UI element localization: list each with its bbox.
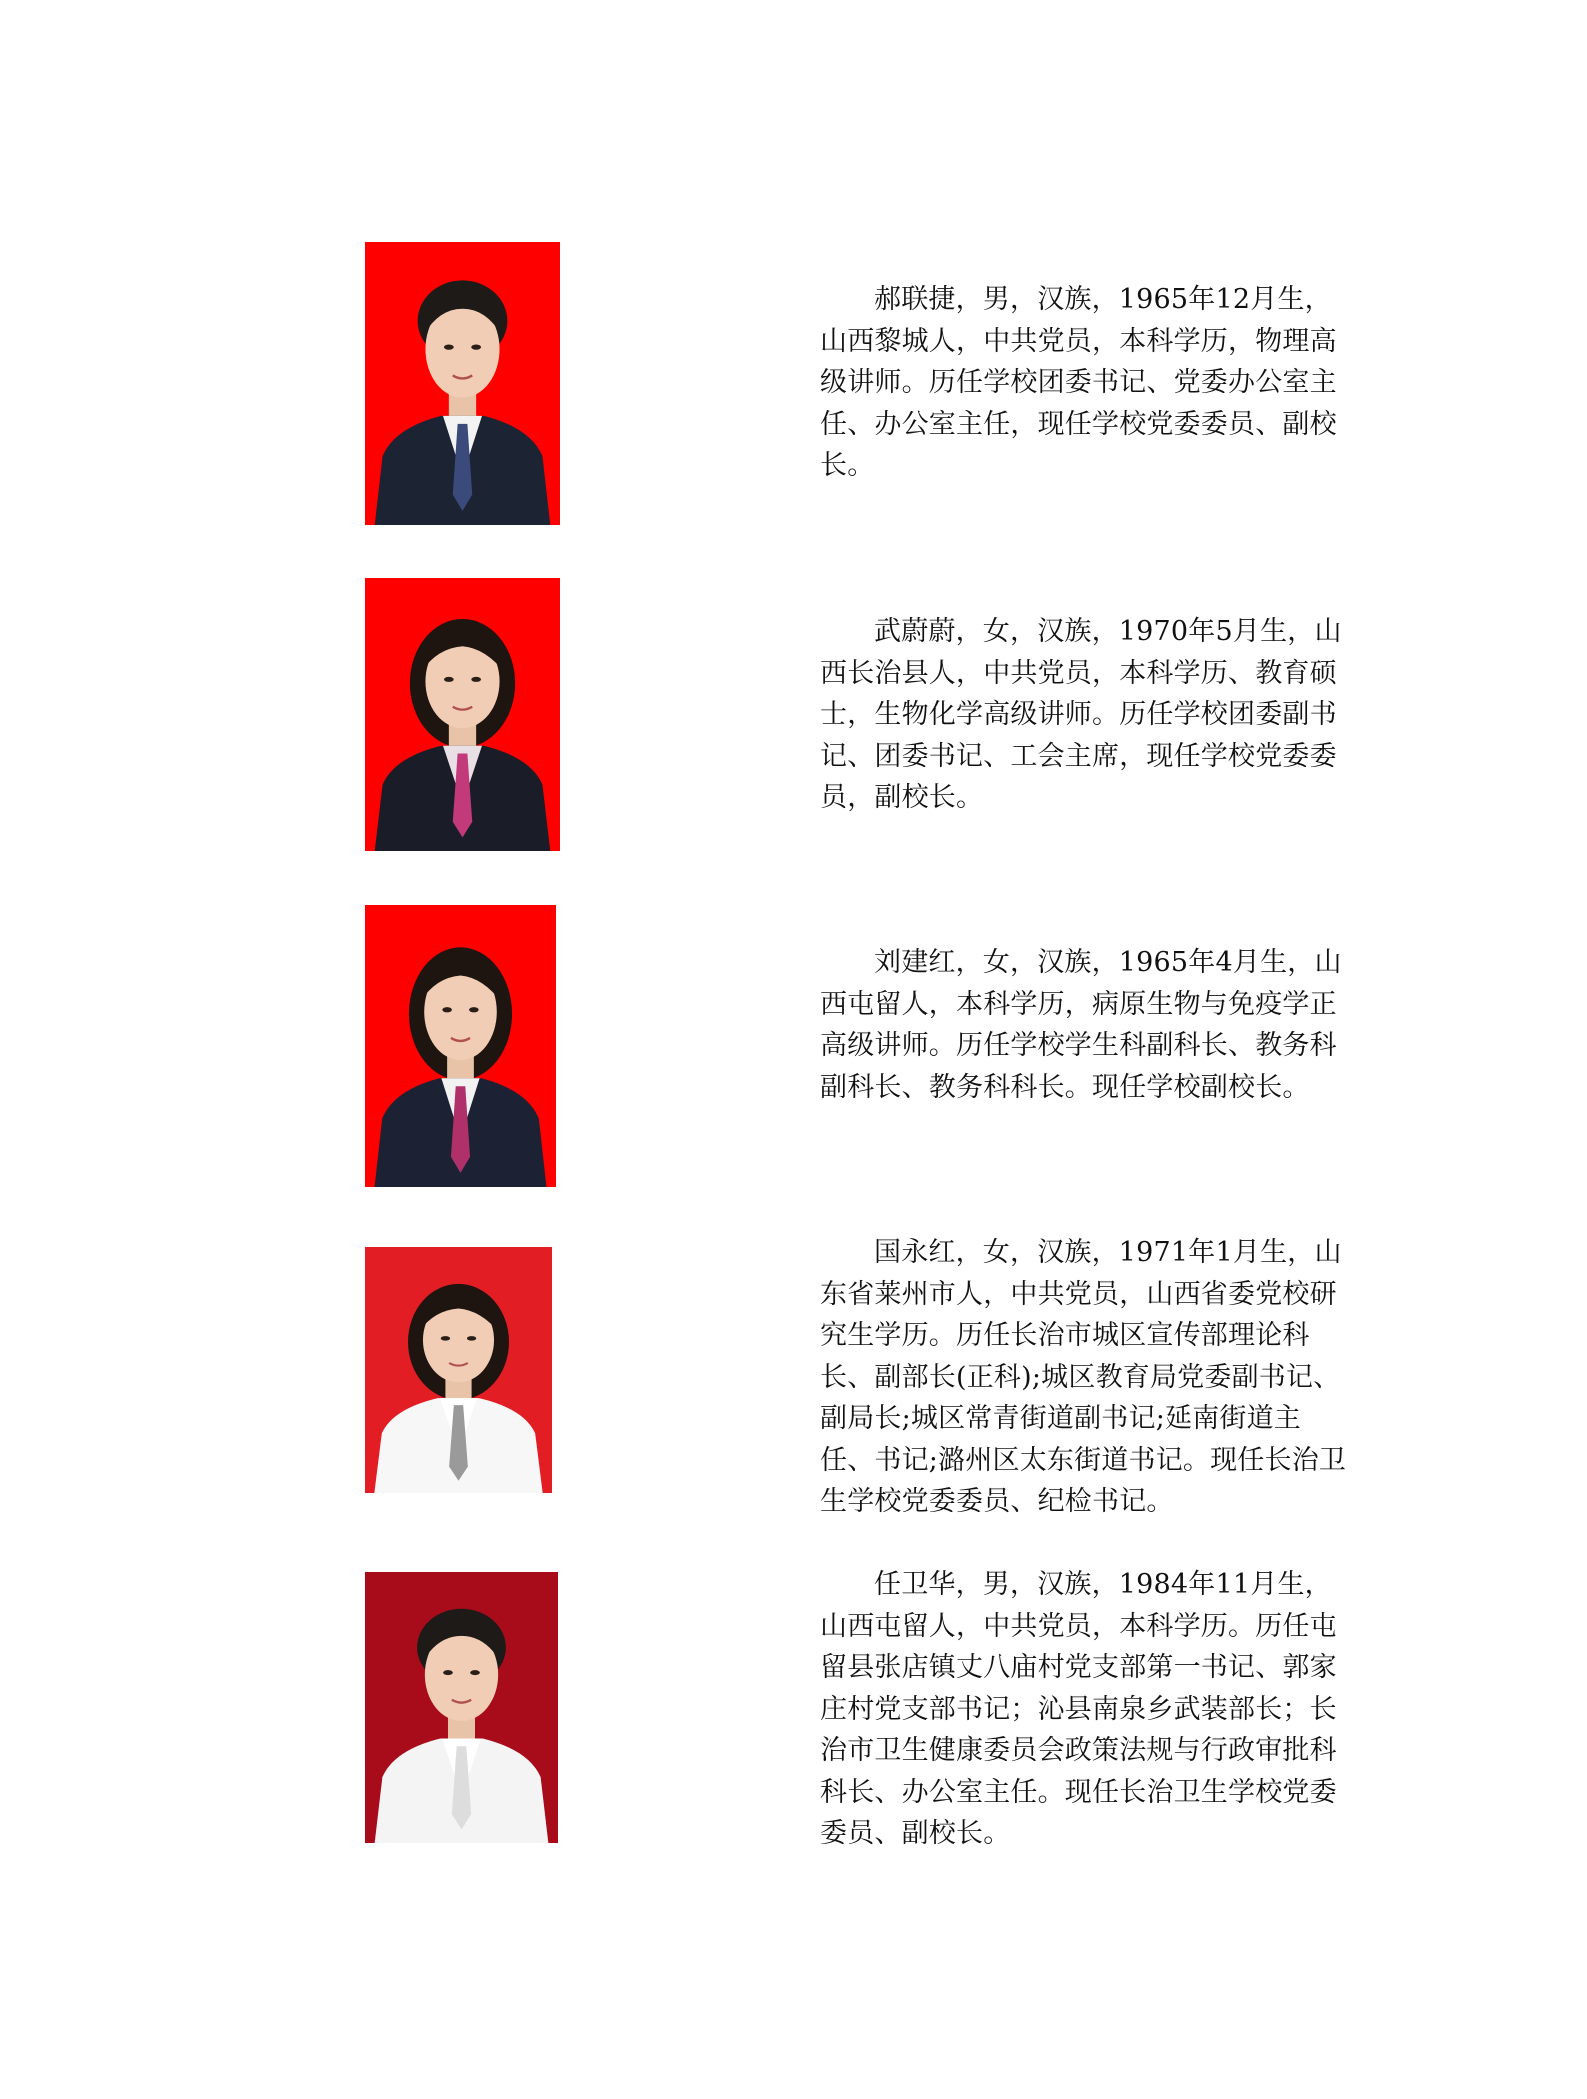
portrait-photo xyxy=(365,242,560,525)
eye xyxy=(444,344,454,349)
portrait-photo xyxy=(365,1572,558,1843)
eye xyxy=(442,1007,452,1012)
bio-text: 武蔚蔚，女，汉族，1970年5月生，山西长治县人，中共党员，本科学历、教育硕士，生物化学高级讲师。历任学校团委副书记、团委书记、工会主席，现任学校党委委员，副校长。 xyxy=(820,616,1342,813)
bio-text: 国永红，女，汉族，1971年1月生，山东省莱州市人，中共党员，山西省委党校研究生学历。历任长治市城区宣传部理论科长、副部长(正科);城区教育局党委副书记、副局长;城区常青街道副书记;延南街道主任、书记;潞州区太东街道书记。现任长治卫生学校党委委员、纪检书记。 xyxy=(820,1237,1347,1517)
eye xyxy=(441,1336,450,1341)
portrait-photo xyxy=(365,578,560,851)
portrait-photo xyxy=(365,1247,552,1493)
bio-text: 任卫华，男，汉族，1984年11月生，山西屯留人，中共党员，本科学历。历任屯留县张店镇丈八庙村党支部第一书记、郭家庄村党支部书记；沁县南泉乡武装部长；长治市卫生健康委员会政策法规与行政审批科科长、办公室主任。现任长治卫生学校党委委员、副校长。 xyxy=(820,1569,1337,1849)
bio-text: 郝联捷，男，汉族，1965年12月生，山西黎城人，中共党员，本科学历，物理高级讲师。历任学校团委书记、党委办公室主任、办公室主任，现任学校党委委员、副校长。 xyxy=(820,284,1337,481)
eye xyxy=(470,1670,480,1675)
bio-text: 刘建红，女，汉族，1965年4月生，山西屯留人，本科学历，病原生物与免疫学正高级讲师。历任学校学生科副科长、教务科副科长、教务科科长。现任学校副校长。 xyxy=(820,947,1342,1103)
eye xyxy=(443,1670,453,1675)
eye xyxy=(471,344,481,349)
eye xyxy=(471,677,481,682)
eye xyxy=(444,677,454,682)
portrait-photo xyxy=(365,905,556,1187)
eye xyxy=(467,1336,476,1341)
eye xyxy=(469,1007,479,1012)
